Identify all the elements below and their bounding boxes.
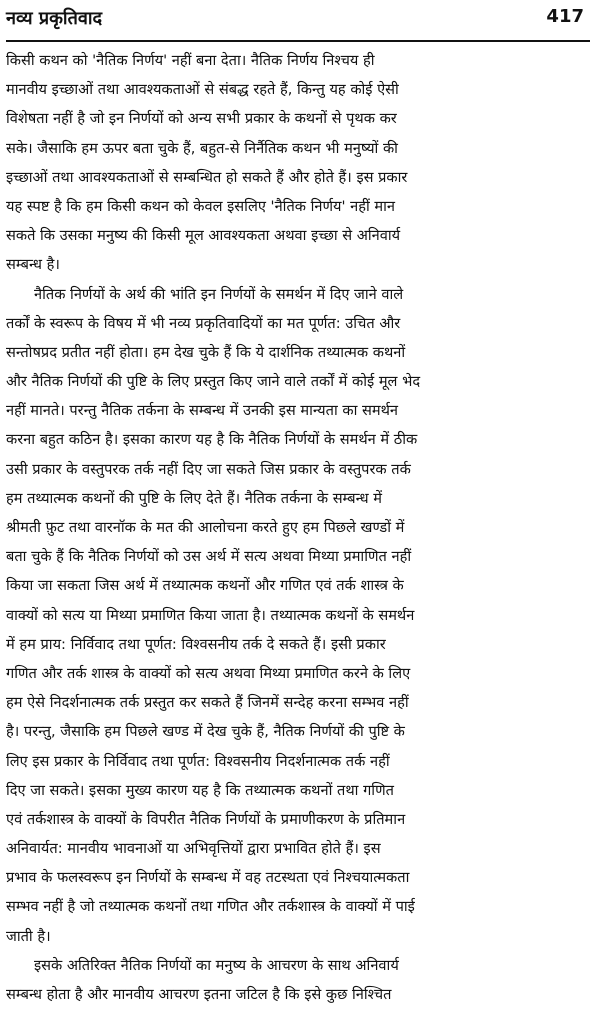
text-line: सम्बन्ध होता है और मानवीय आचरण इतना जटिल है कि इसे कुछ निश्चित [6,986,392,1003]
text-line: और नैतिक निर्णयों की पुष्टि के लिए प्रस्तुत किए जाने वाले तर्कों में कोई मूल भेद [6,373,421,391]
text-line: हम ऐसे निदर्शनात्मक तर्क प्रस्तुत कर सकते हैं जिनमें सन्देह करना सम्भव नहीं [6,694,409,712]
text-line: वाक्यों को सत्य या मिथ्या प्रमाणित किया जाता है। तथ्यात्मक कथनों के समर्थन [6,606,415,624]
text-line: एवं तर्कशास्त्र के वाक्यों के विपरीत नैतिक निर्णयों के प्रमाणीकरण के प्रतिमान [6,810,406,828]
text-line: किसी कथन को 'नैतिक निर्णय' नहीं बना देता। नैतिक निर्णय निश्चय ही [6,52,375,69]
text-line: हम तथ्यात्मक कथनों की पुष्टि के लिए देते हैं। नैतिक तर्कना के सम्बन्ध में [6,489,383,507]
text-line: इच्छाओं तथा आवश्यकताओं से सम्बन्धित हो सकते हैं और होते हैं। इस प्रकार [6,168,408,186]
text-line: उसी प्रकार के वस्तुपरक तर्क नहीं दिए जा सकते जिस प्रकार के वस्तुपरक तर्क [6,460,411,478]
text-line: मानवीय इच्छाओं तथा आवश्यकताओं से संबद्ध रहते हैं, किन्तु यह कोई ऐसी [6,81,399,99]
text-line: यह स्पष्ट है कि हम किसी कथन को केवल इसलिए 'नैतिक निर्णय' नहीं मान [6,197,396,215]
text-line: प्रभाव के फलस्वरूप इन निर्णयों के सम्बन्ध में वह तटस्थता एवं निश्चयात्मकता [6,869,410,887]
text-line: में हम प्राय: निर्विवाद तथा पूर्णत: विश्वसनीय तर्क दे सकते हैं। इसी प्रकार [6,635,386,653]
text-line: तर्कों के स्वरूप के विषय में भी नव्य प्रकृतिवादियों का मत पूर्णत: उचित और [6,314,401,332]
text-line: अनिवार्यत: मानवीय भावनाओं या अभिवृत्तियों द्वारा प्रभावित होते हैं। इस [6,840,381,858]
text-line: सन्तोषप्रद प्रतीत नहीं होता। हम देख चुके हैं कि ये दार्शनिक तथ्यात्मक कथनों [6,343,406,361]
text-line: जाती है। [6,927,51,945]
text-line: सम्भव नहीं है जो तथ्यात्मक कथनों तथा गणित और तर्कशास्त्र के वाक्यों में पाई [6,898,415,916]
text-line: है। परन्तु, जैसाकि हम पिछले खण्ड में देख चुके हैं, नैतिक निर्णयों की पुष्टि के [6,723,405,741]
page-number: 417 [546,6,584,27]
paragraph-start-line: इसके अतिरिक्त नैतिक निर्णयों का मनुष्य के आचरण के साथ अनिवार्य [34,956,399,974]
text-line: नहीं मानते। परन्तु नैतिक तर्कना के सम्बन्ध में उनकी इस मान्यता का समर्थन [6,402,399,420]
running-title: नव्य प्रकृतिवाद [6,8,103,29]
text-line: श्रीमती फ़ुट तथा वारनॉक के मत की आलोचना करते हुए हम पिछले खण्डों में [6,519,405,536]
text-line: किया जा सकता जिस अर्थ में तथ्यात्मक कथनों और गणित एवं तर्क शास्त्र के [6,577,404,595]
page-header [6,4,590,42]
paragraph-start-line: नैतिक निर्णयों के अर्थ की भांति इन निर्णयों के समर्थन में दिए जाने वाले [34,285,404,303]
body-text [6,46,590,1009]
text-line: बता चुके हैं कि नैतिक निर्णयों को उस अर्थ में सत्य अथवा मिथ्या प्रमाणित नहीं [6,548,412,566]
text-line: सम्बन्ध है। [6,256,60,274]
text-line: विशेषता नहीं है जो इन निर्णयों को अन्य सभी प्रकार के कथनों से पृथक कर [6,110,397,128]
text-line: करना बहुत कठिन है। इसका कारण यह है कि नैतिक निर्णयों के समर्थन में ठीक [6,431,418,449]
text-line: गणित और तर्क शास्त्र के वाक्यों को सत्य अथवा मिथ्या प्रमाणित करने के लिए [6,664,411,682]
text-line: लिए इस प्रकार के निर्विवाद तथा पूर्णत: विश्वसनीय निदर्शनात्मक तर्क नहीं [6,752,390,770]
text-line: सकते कि उसका मनुष्य की किसी मूल आवश्यकता अथवा इच्छा से अनिवार्य [6,227,401,245]
text-line: सके। जैसाकि हम ऊपर बता चुके हैं, बहुत-से निर्नैतिक कथन भी मनुष्यों की [6,139,398,157]
text-line: दिए जा सकते। इसका मुख्य कारण यह है कि तथ्यात्मक कथनों तथा गणित [6,781,394,799]
